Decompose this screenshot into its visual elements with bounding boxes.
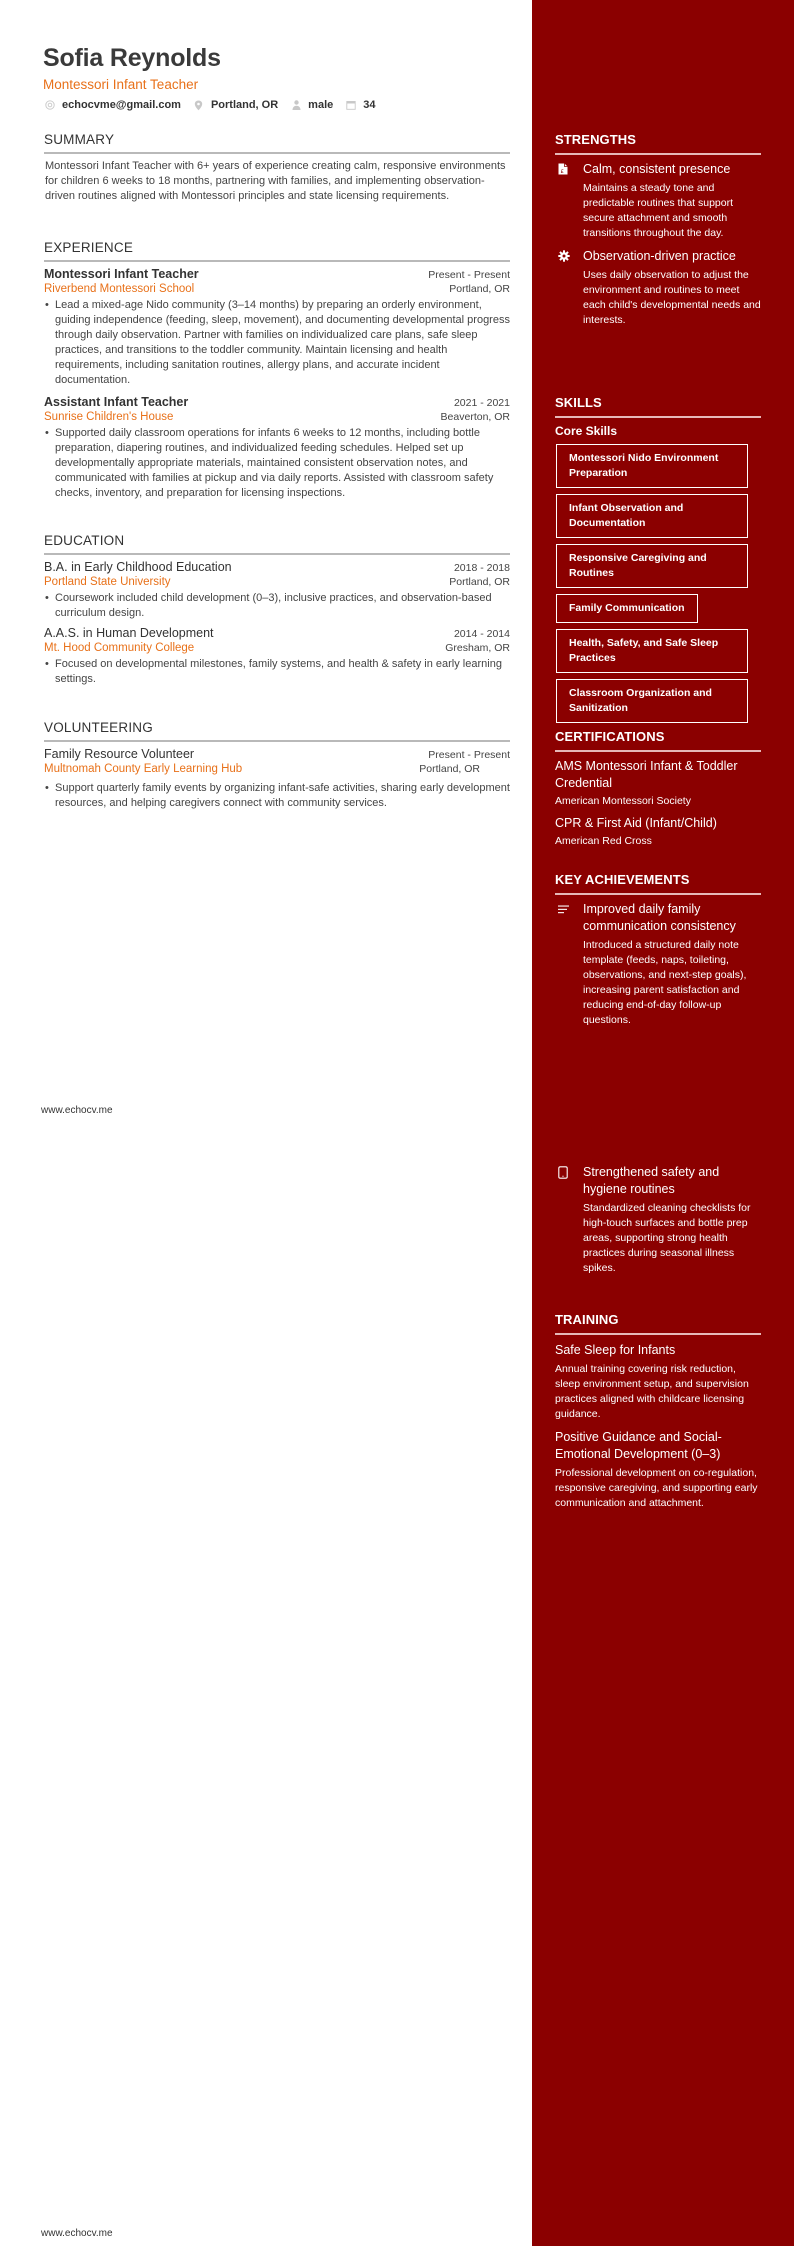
experience-entry	[44, 267, 510, 388]
bullet-item: • Lead a mixed-age Nido community (3–14 months) by preparing an orderly environment, guiding independence (feeding, sleep, movement), and documenting developmental progress through daily observation. Partner with families on individualized care plans, safe sleep practices, and transitions to the toddler community. Maintain licensing and health requirements, including sanitation routines, allergy plans, and accurate incident documentation.	[44, 298, 510, 388]
strengths-section	[555, 132, 761, 328]
sidebar	[532, 0, 794, 2246]
education-entry	[44, 560, 510, 621]
strengths-heading: STRENGTHS	[555, 132, 637, 147]
bullet-item: • Focused on developmental milestones, family systems, and health & safety in early learning settings.	[44, 657, 510, 687]
achievement-desc: Introduced a structured daily note template (feeds, naps, toileting, observations, and next-step goals), increasing parent satisfaction and reducing end-of-day follow-up questions.	[583, 939, 747, 1026]
section-divider	[555, 893, 761, 895]
degree-bullets	[44, 657, 510, 687]
certification-item	[555, 815, 761, 847]
job-location: Portland, OR	[449, 283, 510, 295]
candidate-role: Montessori Infant Teacher	[43, 77, 199, 92]
section-divider	[555, 153, 761, 155]
job-dates: Present - Present	[428, 269, 510, 281]
section-divider	[555, 1333, 761, 1335]
training-name: Safe Sleep for Infants	[555, 1343, 676, 1357]
job-title: Assistant Infant Teacher	[44, 395, 189, 409]
achievement-item	[555, 1164, 761, 1276]
school-location: Portland, OR	[449, 576, 510, 588]
job-dates: 2021 - 2021	[453, 397, 510, 409]
summary-section	[44, 132, 510, 204]
section-divider	[44, 740, 510, 742]
achievements-section	[555, 872, 761, 1028]
email-text: echocvme@gmail.com	[62, 99, 181, 111]
volunteer-title: Family Resource Volunteer	[44, 747, 195, 761]
volunteer-bullets	[44, 781, 510, 811]
degree-bullets	[44, 591, 510, 621]
employer-name: Riverbend Montessori School	[44, 283, 195, 295]
achievement-desc: Standardized cleaning checklists for high-touch surfaces and bottle prep areas, supporting strong health practices during seasonal illness spikes.	[583, 1202, 751, 1274]
volunteering-section	[44, 720, 510, 811]
experience-heading: EXPERIENCE	[44, 240, 134, 255]
degree-dates: 2018 - 2018	[453, 562, 510, 574]
training-heading: TRAINING	[555, 1312, 619, 1327]
at-icon	[45, 100, 55, 110]
training-item	[555, 1429, 761, 1511]
volunteering-heading: VOLUNTEERING	[44, 720, 153, 735]
strength-item	[555, 161, 761, 241]
school-name: Mt. Hood Community College	[44, 642, 195, 654]
volunteer-location: Portland, OR	[419, 763, 480, 775]
degree-title: B.A. in Early Childhood Education	[44, 560, 232, 574]
employer-name: Sunrise Children's House	[44, 411, 174, 423]
svg-text:£: £	[560, 169, 564, 175]
skill-tag: Montessori Nido Environment Preparation	[556, 444, 748, 488]
skills-section	[555, 395, 761, 723]
footer-url[interactable]: www.echocv.me	[41, 1105, 113, 1116]
training-item	[555, 1342, 761, 1422]
bullet-item: • Coursework included child development (0–3), inclusive practices, and observation-based curriculum design.	[44, 591, 510, 621]
skill-tag: Classroom Organization and Sanitization	[556, 679, 748, 723]
footer-url-page-2[interactable]: www.echocv.me	[41, 2228, 113, 2239]
job-title: Montessori Infant Teacher	[44, 267, 199, 281]
summary-text: Montessori Infant Teacher with 6+ years of experience creating calm, responsive environments for children 6 weeks to 18 months, partnering with families, and implementing observation-driven routines aligned with Montessori principles and state licensing requirements.	[45, 160, 506, 202]
certification-issuer: American Montessori Society	[555, 795, 691, 807]
volunteer-org: Multnomah County Early Learning Hub	[44, 763, 243, 775]
job-bullets	[44, 298, 510, 388]
skill-tag: Infant Observation and Documentation	[556, 494, 748, 538]
certification-name: AMS Montessori Infant & Toddler Credential	[555, 759, 738, 790]
skills-heading: SKILLS	[555, 395, 602, 410]
bullet-item: • Support quarterly family events by organizing infant-safe activities, sharing early development resources, and helping caregivers connect with community services.	[44, 781, 510, 811]
strength-item	[555, 248, 761, 328]
section-divider	[555, 416, 761, 418]
school-name: Portland State University	[44, 576, 171, 588]
certification-item	[555, 758, 761, 807]
training-name: Positive Guidance and Social-Emotional Development (0–3)	[555, 1430, 722, 1461]
education-heading: EDUCATION	[44, 533, 125, 548]
school-location: Gresham, OR	[445, 642, 510, 654]
skill-tag: Health, Safety, and Safe Sleep Practices	[556, 629, 748, 673]
achievement-item	[555, 901, 761, 1028]
contact-info	[45, 99, 389, 111]
gear-icon	[555, 248, 583, 328]
location-text: Portland, OR	[210, 99, 279, 111]
training-desc: Professional development on co-regulation, responsive caregiving, and supporting early communication and attachment.	[555, 1467, 758, 1509]
strength-desc: Maintains a steady tone and predictable routines that support secure attachment and smooth transitions throughout the day.	[583, 182, 734, 239]
location-pin-icon	[194, 100, 204, 110]
candidate-name: Sofia Reynolds	[43, 44, 221, 72]
bullet-item: • Supported daily classroom operations for infants 6 weeks to 12 months, including bottle preparation, diapering routines, and individualized feeding schedules. Helped set up developmentally appropriate materials, maintained consistent observation notes, and communicated with families at pickup and via daily reports. Assisted with classroom safety checks, inventory, and preparation for licensing inspections.	[44, 426, 510, 501]
contact-gender	[291, 99, 333, 111]
lines-icon	[555, 901, 583, 1028]
skills-group-title: Core Skills	[555, 424, 618, 438]
contact-email[interactable]	[45, 99, 181, 111]
calendar-icon	[346, 100, 356, 110]
phone-icon	[555, 1164, 583, 1276]
skill-tag: Responsive Caregiving and Routines	[556, 544, 748, 588]
achievements-section-continued	[555, 1164, 761, 1276]
degree-dates: 2014 - 2014	[453, 628, 510, 640]
section-divider	[44, 152, 510, 154]
degree-title: A.A.S. in Human Development	[44, 626, 214, 640]
achievements-heading: KEY ACHIEVEMENTS	[555, 872, 690, 887]
skills-list	[555, 438, 761, 723]
section-divider	[44, 260, 510, 262]
achievement-title: Improved daily family communication consistency	[583, 902, 736, 933]
section-divider	[44, 553, 510, 555]
training-desc: Annual training covering risk reduction, sleep environment setup, and supervision practices aligned with childcare licensing guidance.	[555, 1363, 749, 1420]
gender-text: male	[308, 99, 334, 111]
certification-name: CPR & First Aid (Infant/Child)	[555, 816, 717, 830]
volunteer-dates: Present - Present	[428, 749, 510, 761]
education-entry	[44, 626, 510, 687]
contact-location	[194, 99, 278, 111]
section-divider	[555, 750, 761, 752]
certifications-heading: CERTIFICATIONS	[555, 729, 665, 744]
person-icon	[291, 100, 301, 110]
summary-heading: SUMMARY	[44, 132, 115, 147]
certifications-section	[555, 729, 761, 847]
education-section	[44, 533, 510, 687]
strength-desc: Uses daily observation to adjust the environment and routines to meet each child's developmental needs and interests.	[583, 269, 761, 326]
certification-issuer: American Red Cross	[555, 835, 652, 847]
skill-tag: Family Communication	[556, 594, 698, 623]
age-text: 34	[363, 99, 376, 111]
job-location: Beaverton, OR	[440, 411, 510, 423]
document-icon	[555, 161, 583, 241]
experience-section	[44, 240, 510, 501]
strength-title: Observation-driven practice	[583, 249, 736, 263]
experience-entry	[44, 395, 510, 501]
volunteering-entry	[44, 747, 510, 811]
job-bullets	[44, 426, 510, 501]
contact-age	[346, 99, 375, 111]
achievement-title: Strengthened safety and hygiene routines	[583, 1165, 720, 1196]
training-section	[555, 1312, 761, 1511]
strength-title: Calm, consistent presence	[583, 162, 731, 176]
